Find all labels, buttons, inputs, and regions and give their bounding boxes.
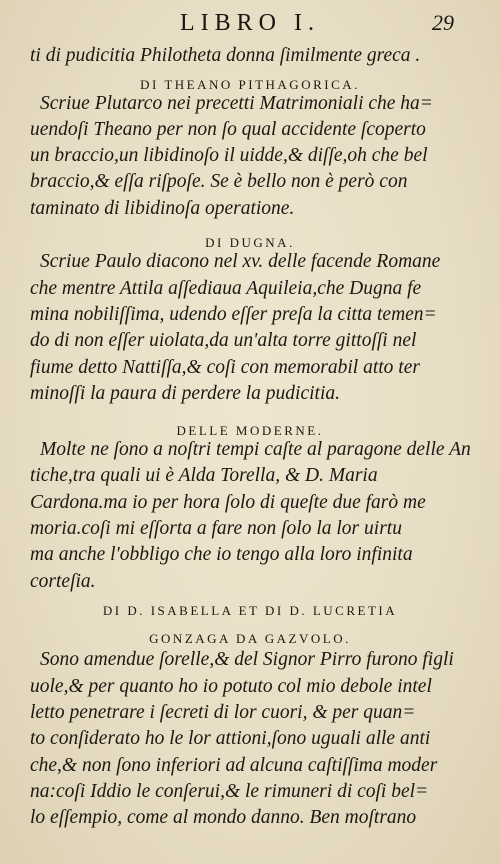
section-heading: DI THEANO PITHAGORICA. <box>140 77 360 92</box>
page-number: 29 <box>432 10 454 35</box>
text-line: ma anche l'obbligo che io tengo alla loro infinita <box>30 544 413 565</box>
text-line: Cardona.ma io per hora ſolo di queſte due farò me <box>30 492 426 513</box>
text-line: ti di pudicitia Philotheta donna ſimilmente greca . <box>30 45 421 66</box>
text-line: uendoſi Theano per non ſo qual accidente ſcoperto <box>30 119 426 140</box>
section-heading: DI DUGNA. <box>205 235 295 250</box>
text-line: to conſiderato ho le lor attioni,ſono uguali alle anti <box>30 728 431 749</box>
text-line: minoſſi la paura di perdere la pudicitia. <box>30 383 340 404</box>
section-heading: DI D. ISABELLA ET DI D. LUCRETIA <box>102 603 398 618</box>
text-line: Sono amendue ſorelle,& del Signor Pirro furono figli <box>40 649 454 670</box>
section-heading: GONZAGA DA GAZVOLO. <box>149 631 351 646</box>
text-line: na:coſi Iddio le conſerui,& le rimuneri di coſi bel= <box>30 781 429 802</box>
text-line: Scriue Plutarco nei precetti Matrimoniali che ha= <box>40 93 433 114</box>
running-title: LIBRO I. <box>180 10 320 36</box>
text-line: braccio,& eſſa riſpoſe. Se è bello non è però con <box>30 171 408 192</box>
text-line: mina nobiliſſima, udendo eſſer preſa la citta temen= <box>30 304 437 325</box>
text-line: uole,& per quanto ho io potuto col mio debole intel <box>30 676 432 697</box>
section-heading: DELLE MODERNE. <box>176 423 324 438</box>
text-line: tiche,tra quali ui è Alda Torella, & D. Maria <box>30 465 378 486</box>
running-header <box>0 6 500 40</box>
text-line: che,& non ſono inferiori ad alcuna caſtiſſima moder <box>30 755 438 776</box>
text-line: un braccio,un libidinoſo il uidde,& diſſe,oh che bel <box>30 145 428 166</box>
text-line: lo eſſempio, come al mondo danno. Ben moſtrano <box>30 807 417 828</box>
text-line: do di non eſſer uiolata,da un'alta torre gittoſſi nel <box>30 330 417 351</box>
text-line: corteſia. <box>30 571 96 592</box>
text-line: Molte ne ſono a noſtri tempi caſte al paragone delle An <box>40 439 471 460</box>
text-line: letto penetrare i ſecreti di lor cuori, & per quan= <box>30 702 416 723</box>
text-line: Scriue Paulo diacono nel xv. delle facende Romane <box>40 251 441 272</box>
text-line: taminato di libidinoſa operatione. <box>30 198 295 219</box>
text-line: moria.coſi mi eſſorta a fare non ſolo la lor uirtu <box>30 518 402 539</box>
text-line: che mentre Attila aſſediaua Aquileia,che Dugna fe <box>30 278 422 299</box>
text-line: fiume detto Nattiſſa,& coſi con memorabil atto ter <box>30 357 420 378</box>
